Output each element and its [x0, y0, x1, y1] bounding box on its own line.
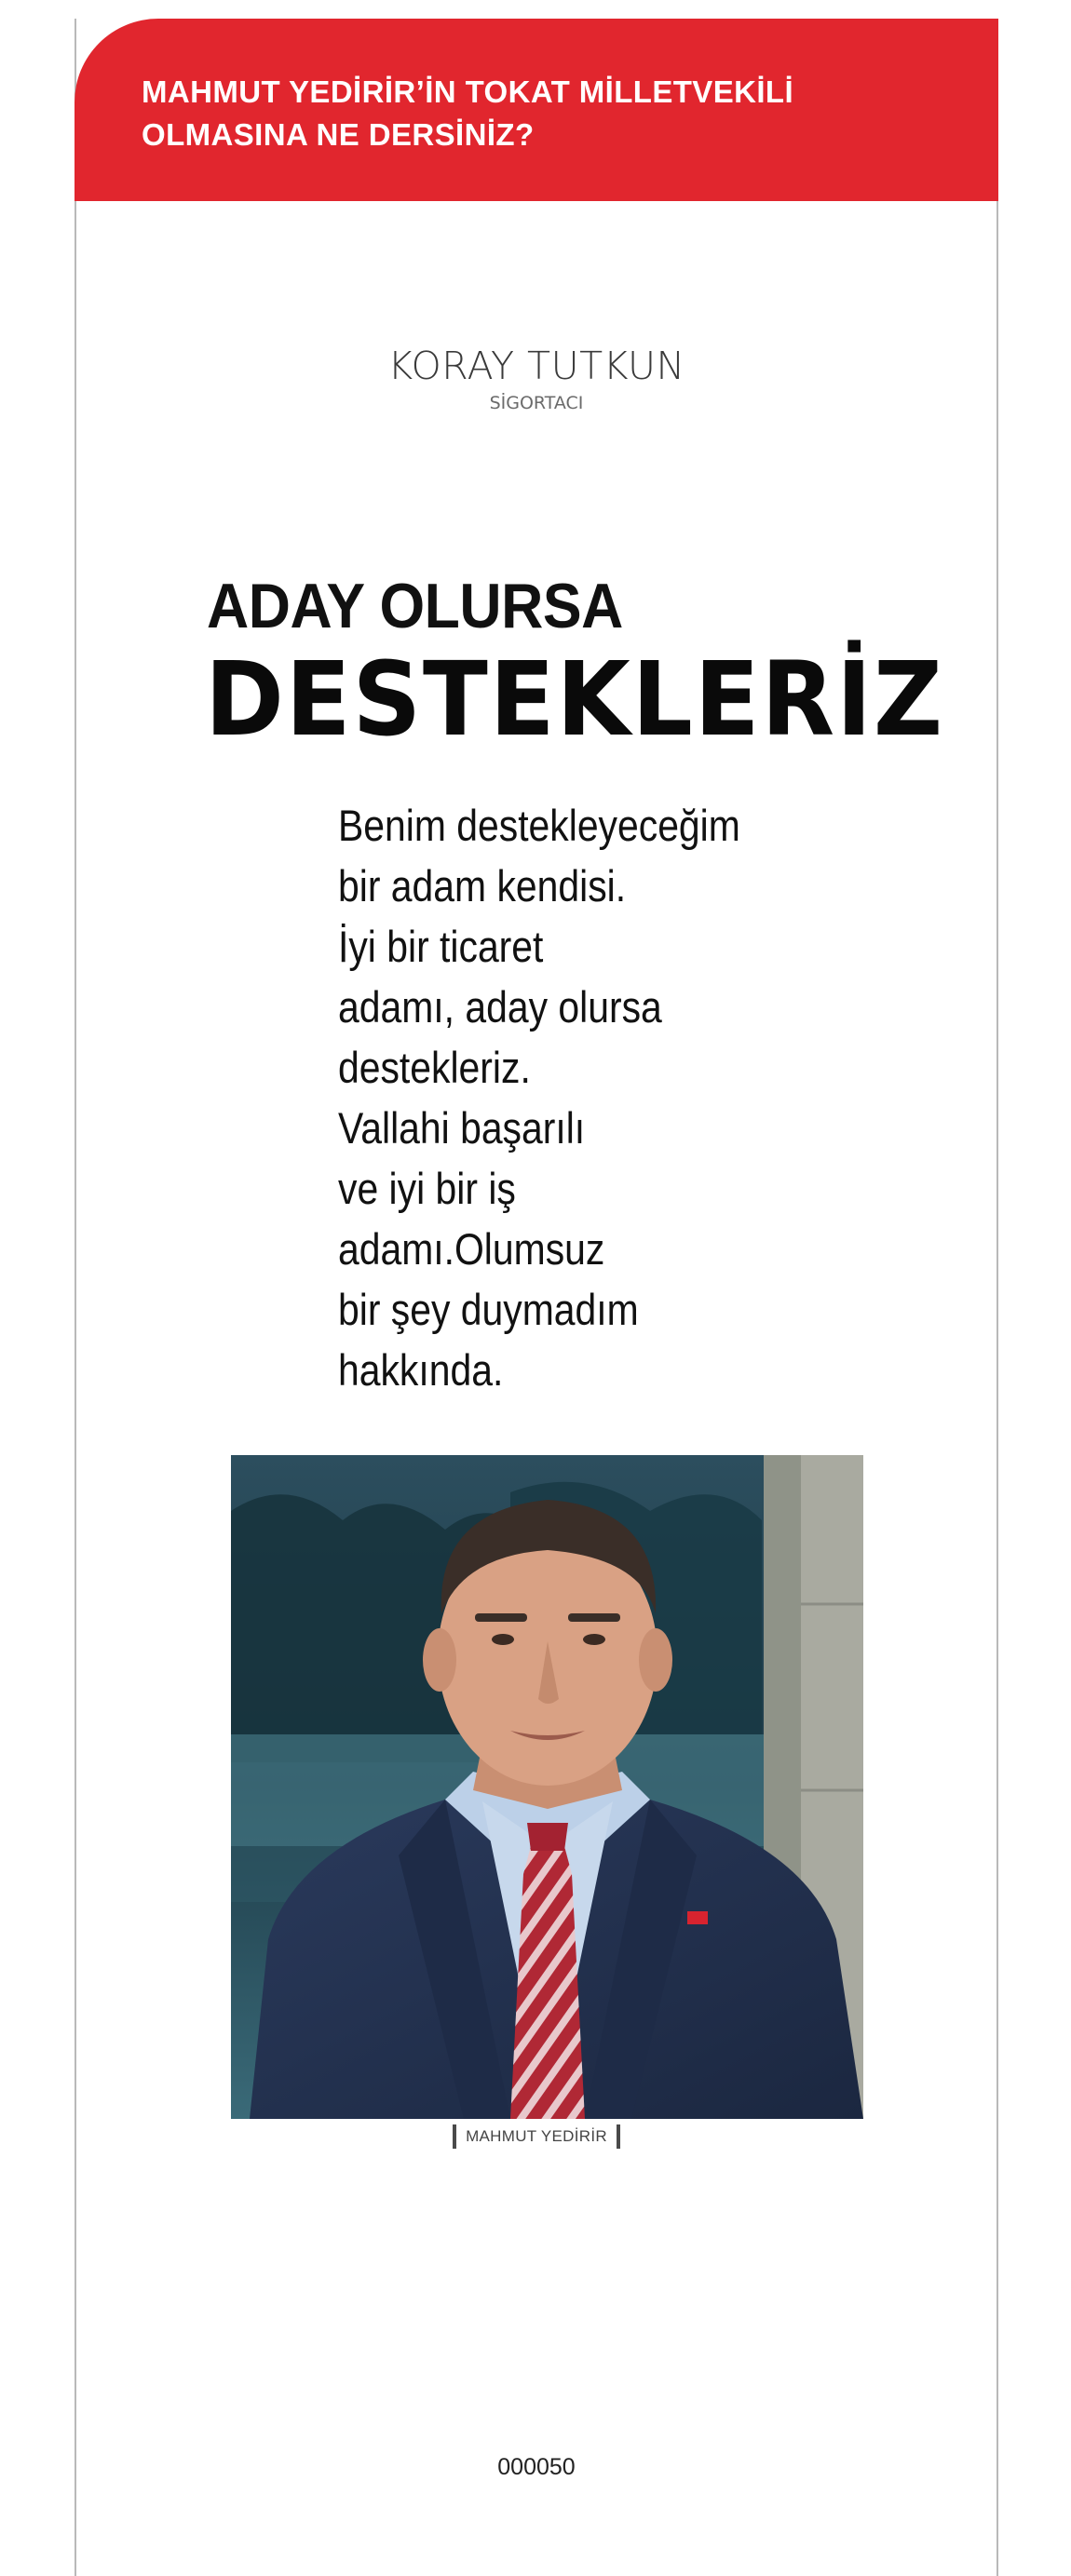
- quote-line: bir şey duymadım: [338, 1285, 639, 1334]
- caption-bar-right: [617, 2124, 620, 2149]
- headline: DESTEKLERİZ: [205, 640, 944, 759]
- headline-kicker: ADAY OLURSA: [207, 571, 623, 641]
- portrait-photo: [231, 1455, 863, 2119]
- quote-line: Vallahi başarılı: [338, 1103, 586, 1153]
- photo-caption-text: MAHMUT YEDİRİR: [466, 2127, 607, 2145]
- caption-bar-left: [453, 2124, 456, 2149]
- quote-line: destekleriz.: [338, 1043, 531, 1092]
- quote-text: [338, 795, 860, 1400]
- page-number: 000050: [497, 2454, 576, 2480]
- portrait-illustration: [231, 1455, 863, 2119]
- author-role: SİGORTACI: [489, 393, 584, 413]
- quote-line: Benim destekleyeceğim: [338, 801, 740, 850]
- quote-line: hakkında.: [338, 1345, 504, 1395]
- quote-line: bir adam kendisi.: [338, 861, 627, 910]
- header-banner: [75, 19, 998, 201]
- quote-line: ve iyi bir iş: [338, 1164, 516, 1213]
- quote-line: adamı, aday olursa: [338, 982, 662, 1032]
- author-name: KORAY TUTKUN: [387, 344, 685, 388]
- quote-line: İyi bir ticaret: [338, 922, 544, 971]
- header-title: MAHMUT YEDİRİR’İN TOKAT MİLLETVEKİLİ OLMASINA NE DERSİNİZ?: [142, 74, 794, 152]
- quote-line: adamı.Olumsuz: [338, 1224, 605, 1274]
- author-block: [75, 343, 998, 413]
- photo-caption: [75, 2124, 998, 2153]
